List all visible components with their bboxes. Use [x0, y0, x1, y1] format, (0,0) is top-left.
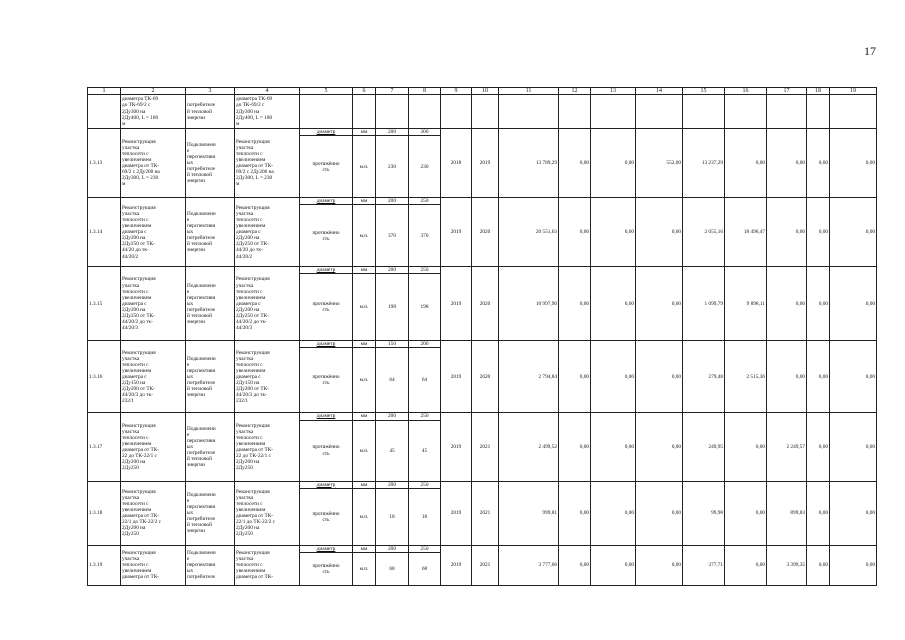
cell-c15: 99,98: [683, 481, 725, 545]
unit-length: м.п.: [353, 488, 376, 545]
cell-c19: 0,00: [830, 267, 877, 341]
row-name: Реконструкция участка теплосети с увеличением диаметра от ТК- 69/2 с 2Ду200 на 2Ду300, L = 230 м: [121, 129, 186, 198]
cell-c13: 0,00: [591, 545, 636, 585]
cell-c12: 0,00: [559, 198, 591, 267]
cell-c14: 552,00: [636, 129, 683, 198]
param-diameter-label: диаметр: [316, 267, 336, 274]
cell-c11: 999,81: [499, 481, 559, 545]
row-purpose: Подключени е перспективн ых потребителе й тепловой энергии: [186, 198, 235, 267]
header-cell: 9: [441, 88, 472, 95]
row-code: 1.3.13: [88, 129, 121, 198]
cell-c9: 2019: [441, 545, 472, 585]
value-after: 200: [409, 341, 441, 348]
row-effect: Реконструкция участка теплосети с увеличением диаметра с 2Ду200 на 2Ду250 от ТК- 44/20/2 до тк- 44/20/3: [235, 267, 300, 341]
cell-c19: 0,00: [830, 129, 877, 198]
cell-c14: 0,00: [636, 481, 683, 545]
cell-c12: 0,00: [559, 267, 591, 341]
value-after: 250: [409, 413, 441, 420]
value-before: 200: [376, 198, 409, 205]
header-cell: 15: [683, 88, 725, 95]
row-purpose: Подключени е перспективн ых потребителе й тепловой энергии: [186, 341, 235, 413]
unit-length: м.п.: [353, 348, 376, 413]
empty-cell: [300, 95, 353, 129]
cell-c17: 0,00: [767, 198, 807, 267]
header-cell: 1: [88, 88, 121, 95]
param-diameter: [300, 341, 353, 348]
row-code: 1.3.15: [88, 267, 121, 341]
cell-c10: 2020: [472, 267, 499, 341]
table-row: [88, 545, 877, 552]
param-diameter-label: диаметр: [316, 481, 336, 488]
cell-c13: 0,00: [591, 481, 636, 545]
cell-c17: 3 399,35: [767, 545, 807, 585]
cell-c10: 2019: [472, 129, 499, 198]
param-diameter-label: диаметр: [316, 413, 336, 420]
cell-c13: 0,00: [591, 198, 636, 267]
cell-c12: 0,00: [559, 545, 591, 585]
empty-cell: [499, 95, 559, 129]
row-purpose: Подключени е перспективн ых потребителе й тепловой энергии: [186, 129, 235, 198]
unit-length: м.п.: [353, 136, 376, 198]
cell-c15: 249,95: [683, 413, 725, 481]
cell-c17: 0,00: [767, 129, 807, 198]
header-cell: 2: [121, 88, 186, 95]
cell-c16: 2 515,36: [725, 341, 767, 413]
cell-c17: 0,00: [767, 341, 807, 413]
empty-cell: [830, 95, 877, 129]
param-diameter: [300, 267, 353, 274]
cell-c18: 0,00: [807, 481, 830, 545]
empty-cell: [559, 95, 591, 129]
row-name: Реконструкция участка теплосети с увеличением диаметра от ТК- 22 до ТК-22/1 с 2Ду200 на 2Ду250: [121, 413, 186, 481]
table-row: [88, 481, 877, 488]
unit-diameter: мм: [353, 545, 376, 552]
row-name: Реконструкция участка теплосети с увеличением диаметра с 2Ду150 на 2Ду200 от ТК- 44/20/3 до тк- 232/1: [121, 341, 186, 413]
continuation-name: диаметра ТК-69 до ТК-69/2 с 2Ду300 на 2Ду400, L = 180 м: [121, 95, 186, 129]
cell-c18: 0,00: [807, 198, 830, 267]
row-name: Реконструкция участка теплосети с увеличением диаметра с 2Ду200 на 2Ду250 от ТК- 44/20 до тк- 44/20/2: [121, 198, 186, 267]
length-after: 230: [409, 136, 441, 198]
empty-cell: [591, 95, 636, 129]
header-cell: 8: [409, 88, 441, 95]
param-diameter: [300, 413, 353, 420]
cell-c14: 0,00: [636, 198, 683, 267]
header-cell: 16: [725, 88, 767, 95]
value-before: 200: [376, 267, 409, 274]
param-length: протяжённо сть: [300, 348, 353, 413]
row-name: Реконструкция участка теплосети с увеличением диаметра от ТК-: [121, 545, 186, 585]
cell-c13: 0,00: [591, 413, 636, 481]
header-cell: 5: [300, 88, 353, 95]
cell-c19: 0,00: [830, 341, 877, 413]
cell-c12: 0,00: [559, 129, 591, 198]
value-after: 250: [409, 198, 441, 205]
table-row: [88, 413, 877, 420]
cell-c11: 3 777,06: [499, 545, 559, 585]
value-after: 250: [409, 481, 441, 488]
row-code: 1.3.19: [88, 545, 121, 585]
cell-c12: 0,00: [559, 413, 591, 481]
cell-c18: 0,00: [807, 129, 830, 198]
cell-c15: 13 237,29: [683, 129, 725, 198]
cell-c15: 1 099,79: [683, 267, 725, 341]
row-code: 1.3.17: [88, 413, 121, 481]
cell-c11: 13 789,29: [499, 129, 559, 198]
header-cell: 12: [559, 88, 591, 95]
param-diameter-label: диаметр: [316, 545, 336, 552]
length-after: 18: [409, 488, 441, 545]
cell-c11: 20 551,63: [499, 198, 559, 267]
param-diameter: [300, 129, 353, 136]
cell-c10: 2020: [472, 341, 499, 413]
cell-c11: 2 499,52: [499, 413, 559, 481]
cell-c14: 0,00: [636, 341, 683, 413]
row-effect: Реконструкция участка теплосети с увеличением диаметра от ТК- 22/1 до ТК-22/2 с 2Ду200 на 2Ду250: [235, 481, 300, 545]
header-cell: 11: [499, 88, 559, 95]
cell-c10: 2021: [472, 545, 499, 585]
cell-c16: 18 496,47: [725, 198, 767, 267]
value-before: 200: [376, 413, 409, 420]
length-after: 45: [409, 420, 441, 481]
row-effect: Реконструкция участка теплосети с увеличением диаметра с 2Ду200 на 2Ду250 от ТК- 44/20 до тк- 44/20/2: [235, 198, 300, 267]
row-code: 1.3.14: [88, 198, 121, 267]
header-cell: 10: [472, 88, 499, 95]
length-before: 68: [376, 552, 409, 585]
cell-c9: 2019: [441, 341, 472, 413]
length-after: 64: [409, 348, 441, 413]
cell-c15: 377,71: [683, 545, 725, 585]
unit-length: м.п.: [353, 552, 376, 585]
table-row: [88, 198, 877, 205]
row-name: Реконструкция участка теплосети с увеличением диаметра от ТК- 22/1 до ТК-22/2 с 2Ду200 на 2Ду250: [121, 481, 186, 545]
header-cell: 17: [767, 88, 807, 95]
cell-c11: 2 794,84: [499, 341, 559, 413]
value-before: 200: [376, 129, 409, 136]
continuation-code: [88, 95, 121, 129]
cell-c18: 0,00: [807, 267, 830, 341]
cell-c16: 0,00: [725, 129, 767, 198]
param-diameter: [300, 545, 353, 552]
value-after: 250: [409, 267, 441, 274]
param-diameter: [300, 198, 353, 205]
param-length: протяжённо сть: [300, 205, 353, 267]
cell-c17: 2 249,57: [767, 413, 807, 481]
cell-c19: 0,00: [830, 545, 877, 585]
empty-cell: [636, 95, 683, 129]
table-row: [88, 129, 877, 136]
length-before: 230: [376, 136, 409, 198]
cell-c9: 2019: [441, 198, 472, 267]
row-effect: Реконструкция участка теплосети с увеличением диаметра с 2Ду150 на 2Ду200 от ТК- 44/20/3 до тк- 232/1: [235, 341, 300, 413]
cell-c15: 2 055,16: [683, 198, 725, 267]
length-before: 198: [376, 274, 409, 341]
empty-cell: [353, 95, 376, 129]
row-purpose: Подключени е перспективн ых потребителе й тепловой энергии: [186, 481, 235, 545]
empty-cell: [807, 95, 830, 129]
unit-length: м.п.: [353, 420, 376, 481]
param-length: протяжённо сть: [300, 274, 353, 341]
continuation-row: [88, 95, 877, 129]
length-after: 198: [409, 274, 441, 341]
header-cell: 19: [830, 88, 877, 95]
value-before: 200: [376, 481, 409, 488]
cell-c14: 0,00: [636, 267, 683, 341]
row-purpose: Подключени е перспективн ых потребителе й тепловой энергии: [186, 413, 235, 481]
cell-c9: 2019: [441, 267, 472, 341]
unit-diameter: мм: [353, 481, 376, 488]
continuation-purpose: потребителе й тепловой энергии: [186, 95, 235, 129]
param-diameter-label: диаметр: [316, 341, 336, 348]
cell-c10: 2021: [472, 413, 499, 481]
cell-c16: 0,00: [725, 413, 767, 481]
header-cell: 7: [376, 88, 409, 95]
cell-c19: 0,00: [830, 198, 877, 267]
empty-cell: [725, 95, 767, 129]
cell-c18: 0,00: [807, 413, 830, 481]
header-cell: 14: [636, 88, 683, 95]
header-cell: 4: [235, 88, 300, 95]
investment-table: [87, 87, 877, 586]
value-before: 150: [376, 341, 409, 348]
cell-c9: 2019: [441, 413, 472, 481]
empty-cell: [767, 95, 807, 129]
cell-c10: 2021: [472, 481, 499, 545]
row-effect: Реконструкция участка теплосети с увеличением диаметра от ТК-: [235, 545, 300, 585]
continuation-effect: диаметра ТК-69 до ТК-69/2 с 2Ду300 на 2Ду400, L = 180 м: [235, 95, 300, 129]
unit-diameter: мм: [353, 341, 376, 348]
unit-length: м.п.: [353, 205, 376, 267]
cell-c17: 0,00: [767, 267, 807, 341]
param-length: протяжённо сть: [300, 136, 353, 198]
unit-diameter: мм: [353, 129, 376, 136]
value-before: 200: [376, 545, 409, 552]
empty-cell: [683, 95, 725, 129]
length-before: 64: [376, 348, 409, 413]
param-diameter-label: диаметр: [316, 129, 336, 136]
row-purpose: Подключени е перспективн ых потребителе: [186, 545, 235, 585]
header-cell: 18: [807, 88, 830, 95]
cell-c11: 10 997,90: [499, 267, 559, 341]
cell-c19: 0,00: [830, 413, 877, 481]
cell-c15: 279,48: [683, 341, 725, 413]
row-name: Реконструкция участка теплосети с увеличением диаметра с 2Ду200 на 2Ду250 от ТК- 44/20/2 до тк- 44/20/3: [121, 267, 186, 341]
length-after: 370: [409, 205, 441, 267]
cell-c13: 0,00: [591, 129, 636, 198]
param-length: протяжённо сть: [300, 552, 353, 585]
param-length: протяжённо сть: [300, 420, 353, 481]
unit-diameter: мм: [353, 267, 376, 274]
row-effect: Реконструкция участка теплосети с увеличением диаметра от ТК- 69/2 с 2Ду200 на 2Ду300, L = 230 м: [235, 129, 300, 198]
cell-c9: 2018: [441, 129, 472, 198]
empty-cell: [441, 95, 472, 129]
table-row: [88, 267, 877, 274]
header-cell: 6: [353, 88, 376, 95]
empty-cell: [409, 95, 441, 129]
cell-c16: 0,00: [725, 545, 767, 585]
length-before: 18: [376, 488, 409, 545]
value-after: 250: [409, 545, 441, 552]
param-diameter: [300, 481, 353, 488]
length-before: 45: [376, 420, 409, 481]
row-purpose: Подключени е перспективн ых потребителе й тепловой энергии: [186, 267, 235, 341]
length-after: 68: [409, 552, 441, 585]
unit-diameter: мм: [353, 198, 376, 205]
length-before: 370: [376, 205, 409, 267]
header-cell: 3: [186, 88, 235, 95]
cell-c16: 0,00: [725, 481, 767, 545]
cell-c12: 0,00: [559, 341, 591, 413]
empty-cell: [376, 95, 409, 129]
empty-cell: [472, 95, 499, 129]
header-cell: 13: [591, 88, 636, 95]
row-effect: Реконструкция участка теплосети с увеличением диаметра от ТК- 22 до ТК-22/1 с 2Ду200 на 2Ду250: [235, 413, 300, 481]
cell-c17: 899,83: [767, 481, 807, 545]
cell-c14: 0,00: [636, 413, 683, 481]
param-length: протяжённо сть: [300, 488, 353, 545]
table-header: [88, 88, 877, 95]
cell-c9: 2019: [441, 481, 472, 545]
table-row: [88, 341, 877, 348]
cell-c14: 0,00: [636, 545, 683, 585]
row-code: 1.3.18: [88, 481, 121, 545]
cell-c13: 0,00: [591, 267, 636, 341]
page-number: 17: [864, 44, 876, 58]
table-body: [88, 95, 877, 586]
param-diameter-label: диаметр: [316, 198, 336, 205]
cell-c12: 0,00: [559, 481, 591, 545]
unit-diameter: мм: [353, 413, 376, 420]
cell-c10: 2020: [472, 198, 499, 267]
unit-length: м.п.: [353, 274, 376, 341]
value-after: 300: [409, 129, 441, 136]
cell-c19: 0,00: [830, 481, 877, 545]
cell-c18: 0,00: [807, 341, 830, 413]
cell-c16: 9 898,11: [725, 267, 767, 341]
cell-c13: 0,00: [591, 341, 636, 413]
row-code: 1.3.16: [88, 341, 121, 413]
cell-c18: 0,00: [807, 545, 830, 585]
